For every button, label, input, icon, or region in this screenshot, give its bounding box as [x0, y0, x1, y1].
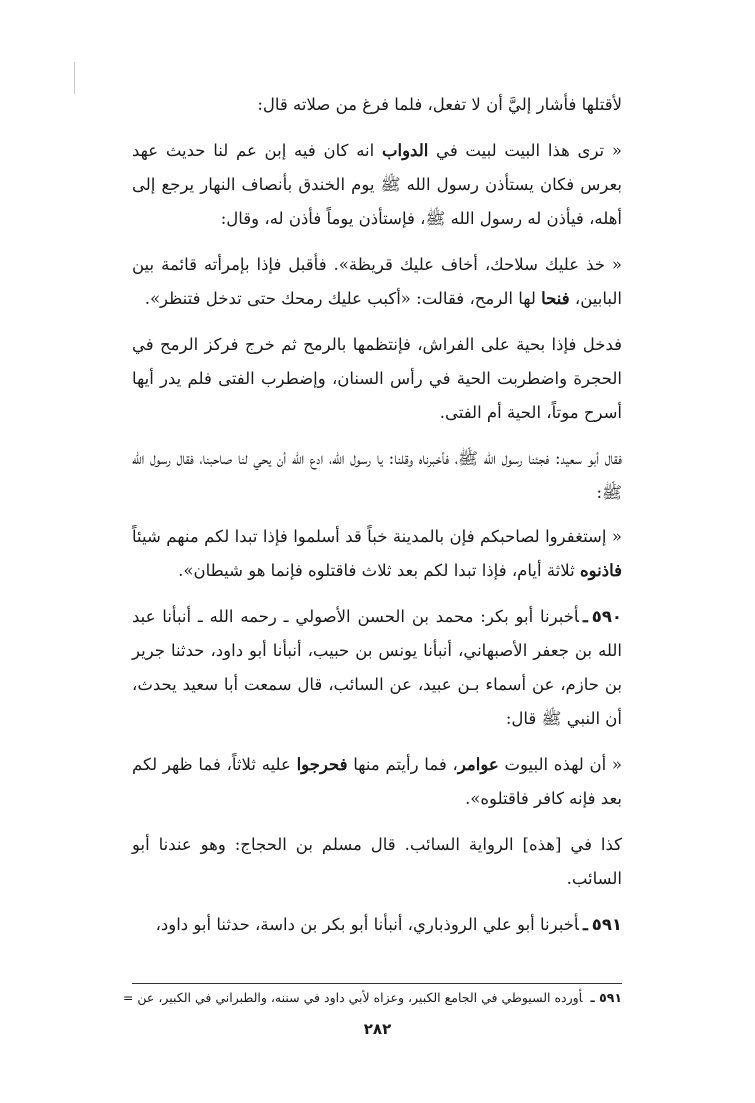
paragraph-8-bold-a: عوامر	[457, 755, 499, 774]
paragraph-4-text: فدخل فإذا بحية على الفراش، فإنتظمها بالرمح ثم خرج فركز الرمح في الحجرة واضطربت الحية في رأس السنان، وإضطرب الفتى فلم يدر أيها أسرح موتاً، الحية أم الفتى.	[132, 335, 622, 422]
paragraph-8-text-b: ، فما رأيتم منها	[347, 755, 458, 774]
paragraph-1	[132, 88, 622, 122]
paragraph-8-text-c: عليه ثلاثاً، فما ظهر لكم بعد فإنه كافر فاقتلوه».	[132, 755, 622, 808]
paragraph-9-text: كذا في [هذه] الرواية السائب. قال مسلم بن الحجاج: وهو عندنا أبو السائب.	[132, 835, 622, 888]
hadith-dash: ـ	[582, 915, 588, 934]
paragraph-3-bold: فنحا	[541, 289, 570, 308]
footnote-number: ٥٩١ ـ	[590, 990, 622, 1005]
paragraph-8	[132, 748, 622, 816]
paragraph-5-text: فقال أبو سعيد: فجئنا رسول الله ﷺ، فأخبرناه وقلنا: يا رسول الله، ادع الله أن يحي لنا صاحبنا، فقال رسول الله ﷺ:	[132, 449, 622, 502]
paragraph-1-text: لأقتلها فأشار إليَّ أن لا تفعل، فلما فرغ من صلاته قال:	[257, 95, 622, 114]
paragraph-6-text-a: « إستغفروا لصاحبكم فإن بالمدينة خباً قد أسلموا فإذا تبدا لكم منهم شيئاً	[132, 527, 622, 546]
paragraph-6-bold: فاذنوه	[579, 561, 622, 580]
paragraph-6-text-b: ثلاثة أيام، فإذا تبدا لكم بعد ثلاث فاقتلوه فإنما هو شيطان».	[178, 561, 580, 580]
paragraph-6	[132, 520, 622, 588]
footnote-divider	[132, 983, 622, 984]
footnote-text: أورده السيوطي في الجامع الكبير، وعزاه لأبي داود في سننه، والطبراني في الكبير، عن =	[122, 990, 583, 1005]
page-number: ٢٨٢	[363, 1020, 392, 1038]
paragraph-2-text-b: انه كان فيه إبن عم لنا حديث عهد بعرس فكان يستأذن رسول الله ﷺ يوم الخندق بأنصاف النهار يرجع إلى أهله، فيأذن له رسول الله ﷺ، فإستأذن يوماً فأذن له، وقال:	[132, 141, 622, 228]
paragraph-8-bold-b: فحرجوا	[296, 755, 348, 774]
hadith-number: ٥٩١	[591, 915, 622, 934]
paragraph-9	[132, 828, 622, 896]
paragraph-8-text-a: « أن لهذه البيوت	[498, 755, 623, 774]
paragraph-3-text-b: لها الرمح، فقالت: «أكبب عليك رمحك حتى تدخل فتنظر».	[144, 289, 542, 308]
hadith-590	[132, 600, 622, 736]
hadith-number: ٥٩٠	[591, 607, 622, 626]
hadith-590-text: أخبرنا أبو بكر: محمد بن الحسن الأصولي ـ رحمه الله ـ أنبأنا عبد الله بن جعفر الأصبهاني، أنبأنا يونس بن حبيب، أنبأنا أبو داود، حدثنا جرير بن حازم، عن أسماء بـن عبيد، عن السائب، قال سمعت أبا سعيد يحدث، أن النبي ﷺ قال:	[132, 607, 622, 728]
paragraph-2	[132, 134, 622, 236]
main-text	[132, 88, 622, 954]
paragraph-3	[132, 248, 622, 316]
footnote	[122, 988, 622, 1008]
paragraph-5	[132, 442, 622, 510]
paragraph-3-text-a: « خذ عليك سلاحك، أخاف عليك قريظة». فأقبل فإذا بإمرأته قائمة بين البابين،	[132, 255, 622, 308]
paragraph-2-bold: الدواب	[381, 141, 429, 160]
paragraph-4	[132, 328, 622, 430]
paragraph-2-text-a: « ترى هذا البيت لبيت في	[428, 141, 622, 160]
hadith-dash: ـ	[582, 607, 588, 626]
hadith-591	[132, 908, 622, 942]
hadith-591-text: أخبرنا أبو علي الروذباري، أنبأنا أبو بكر بن داسة، حدثنا أبو داود،	[155, 915, 579, 934]
margin-mark	[74, 62, 75, 94]
